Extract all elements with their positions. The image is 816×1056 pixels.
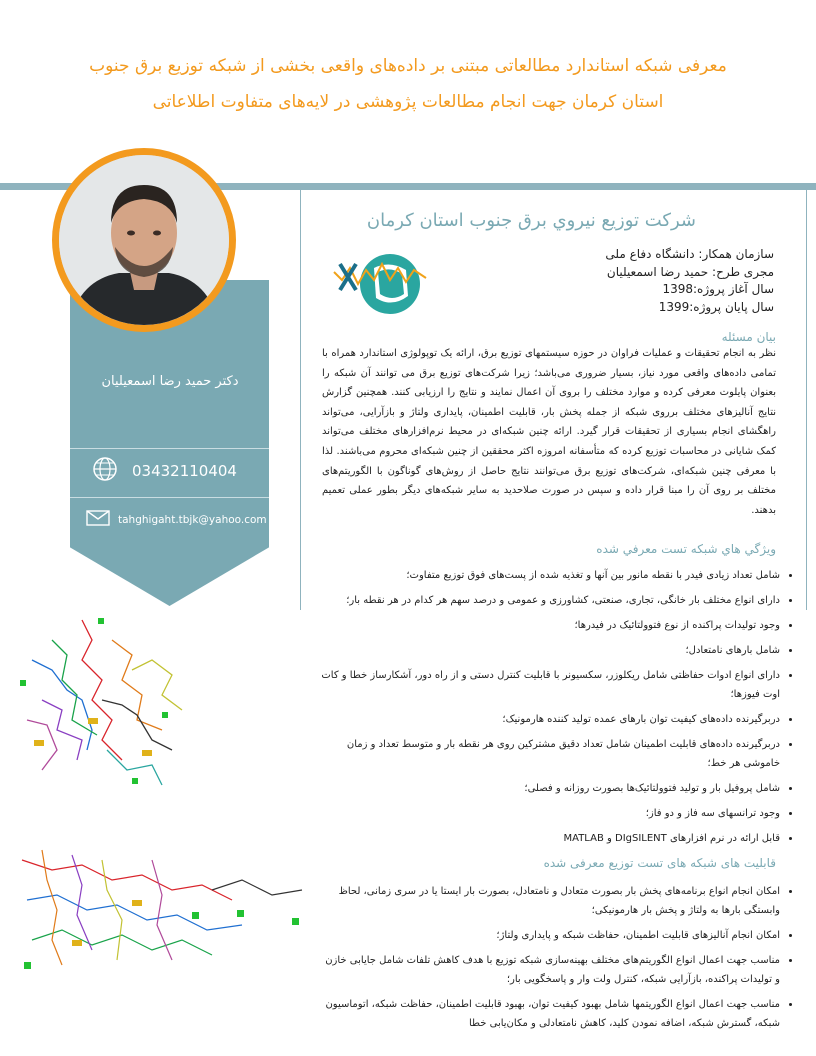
ribbon-separator (70, 448, 269, 449)
info-executor: مجری طرح: حمید رضا اسمعیلیان (606, 264, 774, 279)
globe-phone-icon (92, 456, 118, 486)
page-title (40, 48, 776, 120)
list-item: • وجود ترانسهای سه فاز و دو فاز؛ (318, 804, 780, 823)
list-item: • امکان انجام انواع برنامه‌های پخش بار بصورت متعادل و نامتعادل، بصورت بار ایستا یا در سری زمانی، لحاظ وابستگی بارها به ولتاژ و پخش بار هارمونیکی؛ (318, 882, 780, 920)
left-column-divider (300, 190, 301, 610)
capabilities-list (318, 882, 794, 1039)
phone-number[interactable]: 03432110404 (132, 462, 237, 480)
profile-photo (52, 148, 236, 332)
list-item: • مناسب جهت اعمال انواع الگوریتمها شامل بهبود کیفیت توان، بهبود قابلیت اطمینان، حفاظت شبکه، اتوماسیون شبکه، گسترش شبکه، اضافه نمودن کلید، کاهش نامتعادلی و مکان‌یابی خطا (318, 995, 780, 1033)
info-start-year: سال آغاز پروژه:1398 (662, 282, 774, 296)
ribbon-separator (70, 497, 269, 498)
info-end-year: سال پایان پروژه:1399 (658, 299, 774, 314)
list-item: • قابل ارائه در نرم افزارهای DIgSILENT و MATLAB (318, 829, 780, 848)
list-item: • مناسب جهت اعمال انواع الگوریتم‌های مختلف بهینه‌سازی شبکه توزیع با هدف کاهش تلفات شامل جایابی خازن و تولیدات پراکنده، بازآرایی شبکه، کنترل ولت وار و پاسخگویی بار؛ (318, 951, 780, 989)
title-line-2: استان کرمان جهت انجام مطالعات پژوهشی در لایه‌های متفاوت اطلاعاتی (152, 92, 664, 112)
features-list (318, 566, 794, 854)
profile-ribbon (70, 280, 269, 606)
list-item: • دارای انواع ادوات حفاظتی شامل ریکلوزر، سکسیونر با قابلیت کنترل دستی و از راه دور، آشکارساز خطا و کات اوت فیوزها؛ (318, 666, 780, 704)
features-heading: ويژگي هاي شبکه تست معرفي شده (596, 542, 776, 556)
email-row (86, 510, 267, 529)
list-item: • دارای انواع مختلف بار خانگی، تجاری، صنعتی، کشاورزی و عمومی و درصد سهم هر کدام در هر نقطه بار؛ (318, 591, 780, 610)
network-diagram-2 (12, 840, 312, 980)
list-item: • دربرگیرنده داده‌های قابلیت اطمینان شامل تعداد دقیق مشترکین روی هر نقطه بار و متوسط تعداد و زمان خاموشی هر خط؛ (318, 735, 780, 773)
info-partner: سازمان همکار: دانشگاه دفاع ملی (605, 247, 774, 261)
right-edge-divider (806, 190, 807, 610)
list-item: • شامل پروفیل بار و تولید فتوولتائیک‌ها بصورت روزانه و فصلی؛ (318, 779, 780, 798)
list-item: • شامل بارهای نامتعادل؛ (318, 641, 780, 660)
list-item: • امکان انجام آنالیزهای قابلیت اطمینان، حفاظت شبکه و پایداری ولتاژ؛ (318, 926, 780, 945)
network-diagram-1 (12, 600, 192, 800)
list-item: • شامل تعداد زیادی فیدر با نقطه مانور بین آنها و تغذیه شده از پست‌های فوق توزیع متفاوت؛ (318, 566, 780, 585)
company-name: شرکت توزیع نیروي برق جنوب استان کرمان (366, 210, 696, 231)
email-address[interactable]: tahghigaht.tbjk@yahoo.com (118, 513, 267, 526)
list-item: • وجود تولیدات پراکنده از نوع فتوولتائیک در فیدرها؛ (318, 616, 780, 635)
profile-name: دکتر حمید رضا اسمعیلیان (101, 374, 239, 389)
project-info (560, 246, 774, 316)
list-item: • دربرگیرنده داده‌های کیفیت توان بارهای عمده تولید کننده هارمونیک؛ (318, 710, 780, 729)
company-logo (330, 250, 434, 316)
capabilities-heading: قابلیت های شبکه های تست توزیع معرفی شده (543, 856, 776, 870)
phone-row (92, 456, 237, 486)
problem-heading: بیان مسئله (721, 330, 776, 344)
title-line-1: معرفی شبکه استاندارد مطالعاتی مبتنی بر داده‌های واقعی بخشی از شبکه توزیع برق جنوب (89, 56, 727, 76)
problem-text: نظر به انجام تحقیقات و عملیات فراوان در حوزه سیستمهای توزیع برق، ارائه یک توپولوژی استاندارد همراه با تمامی داده‌های واقعی مورد نیاز، بسیار ضروری می‌باشد؛ زیرا شرکت‌های توزیع برق می توانند آن شبکه را بعنوان پایلوت معرفی کرده و موارد مختلف را بروی آن اعمال نمایند و نتایج را ارزیابی کنند. همچنین گزارش نتایج آنالیزهای مختلف برروی شبکه از جمله پخش بار، قابلیت اطمینان، پایداری ولتاژ و بازآرایی، می‌تواند راهگشای انجام بسیاری از تحقیقات قرار گیرد. ارائه چنین شبکه‌ای در محیط نرم‌افزارهای مختلف می‌تواند کمک شایانی در محاسبات توزیع کرده که متأسفانه امروزه اکثر محققین از چنین شبکه‌ای محروم می‌باشند. لذا با معرفی چنین شبکه‌ای، شرکت‌های توزیع برق می‌توانند نتایج حاصل از روش‌های گوناگون با الگوریتم‌های مختلف بر روی آن را مبنا قرار داده و سپس در صورت صلاحدید به سایر شبکه‌های دیگر بطور عملی تعمیم بدهند. (322, 348, 776, 516)
envelope-icon (86, 510, 110, 529)
